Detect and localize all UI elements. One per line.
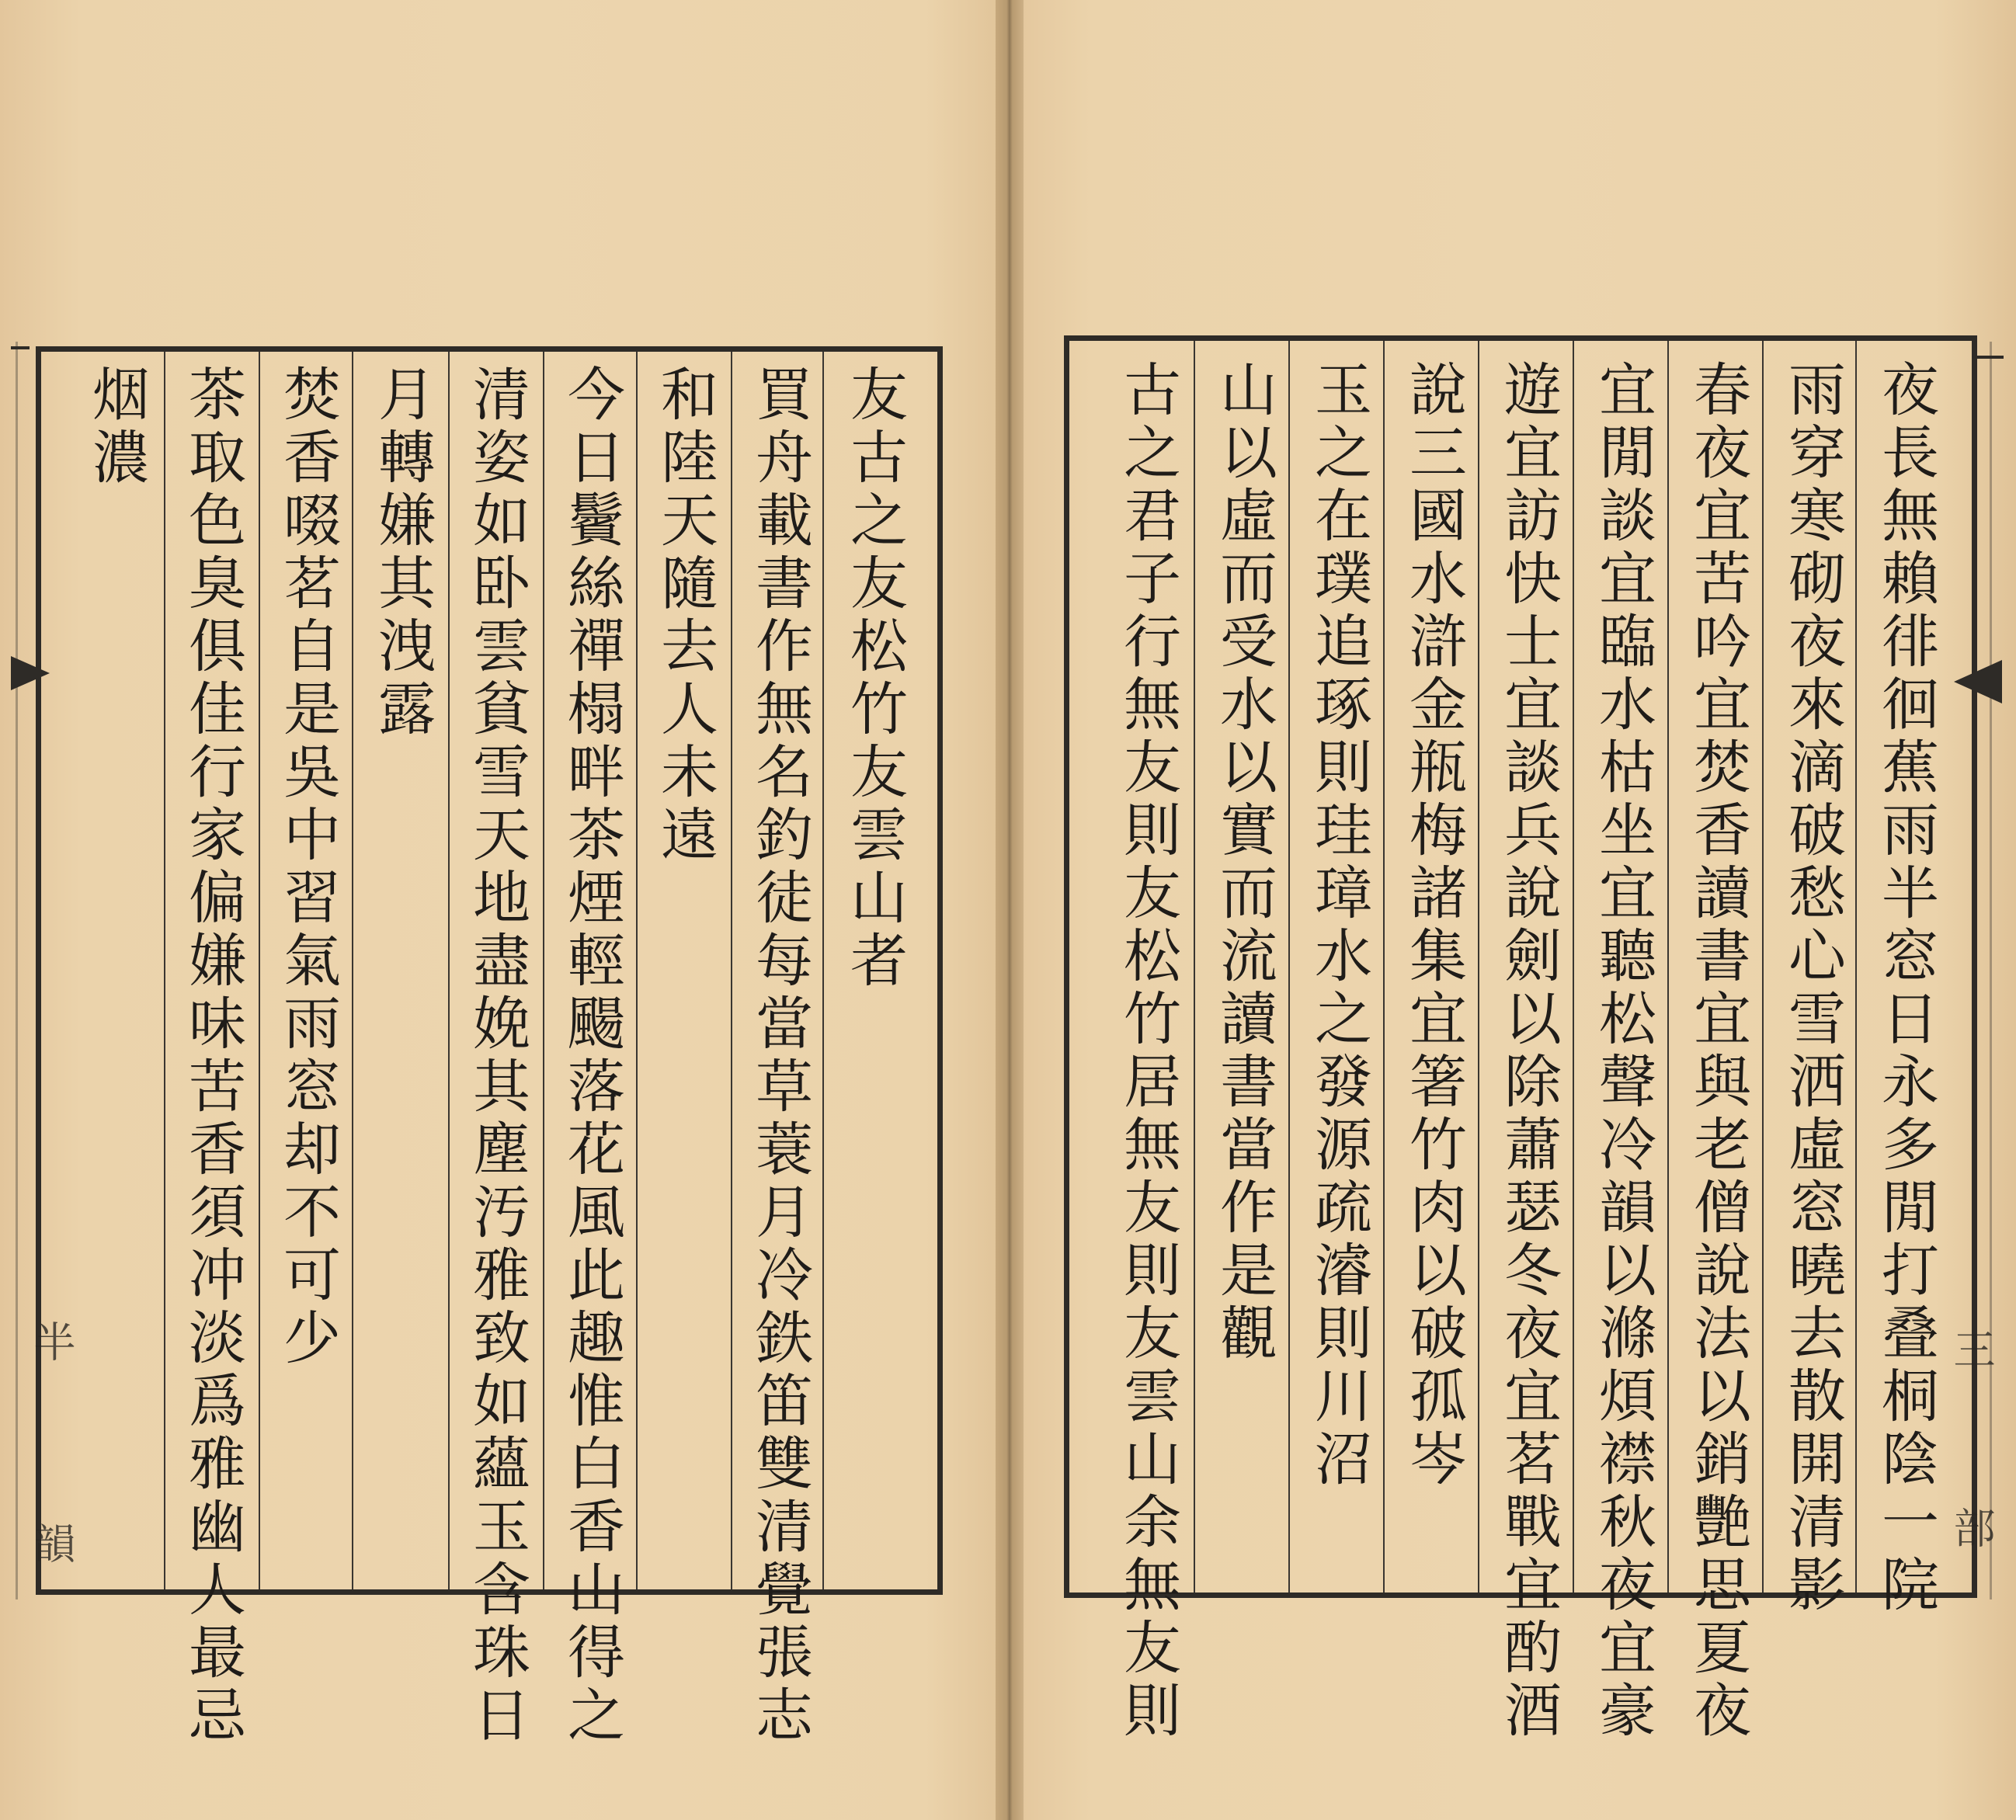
column-divider bbox=[164, 352, 165, 1589]
right-column-8: 山以虛而受水以實而流讀書當作是觀 bbox=[1211, 359, 1277, 1366]
column-divider bbox=[822, 352, 824, 1589]
column-divider bbox=[1288, 341, 1290, 1592]
left-column-5: 清姿如卧雲貧雪天地盡娩其塵汚雅致如蘊玉含珠日 bbox=[464, 364, 530, 1748]
right-edge-top-mark bbox=[1973, 356, 2004, 359]
left-column-1: 友古之友松竹友雲山者 bbox=[841, 364, 908, 993]
left-column-4: 今日鬢絲禪榻畔茶煙輕颺落花風此趣惟白香山得之 bbox=[558, 364, 625, 1748]
left-column-6: 月轉嫌其洩露 bbox=[369, 364, 436, 742]
left-column-8: 茶取色臭俱佳行家偏嫌味苦香須冲淡爲雅幽人最忌 bbox=[179, 364, 246, 1748]
left-edge-top-mark bbox=[11, 346, 30, 349]
right-page-frame bbox=[1064, 335, 1977, 1743]
column-divider bbox=[1667, 341, 1669, 1592]
column-divider bbox=[259, 352, 260, 1589]
left-outer-margin-line bbox=[16, 342, 18, 1599]
right-margin-glyph-1: 三 bbox=[1947, 1328, 1996, 1370]
right-column-9: 古之君子行無友則友松竹居無友則友雲山余無友則 bbox=[1114, 359, 1181, 1743]
left-margin-glyph-2: 韻 bbox=[27, 1522, 76, 1564]
column-divider bbox=[636, 352, 638, 1589]
column-divider bbox=[1383, 341, 1385, 1592]
left-column-9: 烟濃 bbox=[83, 364, 150, 490]
column-divider bbox=[731, 352, 732, 1589]
left-column-7: 焚香啜茗自是吳中習氣雨窓却不可少 bbox=[274, 364, 341, 1370]
left-column-3: 和陸天隨去人未遠 bbox=[652, 364, 718, 867]
right-margin-glyph-2: 部 bbox=[1947, 1506, 1996, 1548]
right-column-1: 夜長無賴徘徊蕉雨半窓日永多閒打叠桐陰一院 bbox=[1872, 359, 1939, 1617]
left-column-2: 買舟載書作無名釣徒每當草蓑月冷鉄笛雙清覺張志 bbox=[746, 364, 813, 1748]
right-column-2: 雨穿寒砌夜來滴破愁心雪洒虛窓曉去散開清影 bbox=[1779, 359, 1846, 1617]
right-outer-margin-line bbox=[1990, 342, 1992, 1599]
right-column-6: 說三國水滸金瓶梅諸集宜箸竹肉以破孤岑 bbox=[1400, 359, 1467, 1492]
column-divider bbox=[1573, 341, 1574, 1592]
column-divider bbox=[1194, 341, 1195, 1592]
right-column-3: 春夜宜苦吟宜焚香讀書宜與老僧說法以銷艷思夏夜 bbox=[1684, 359, 1751, 1743]
column-divider bbox=[1478, 341, 1479, 1592]
left-margin-glyph-1: 半 bbox=[27, 1320, 76, 1362]
book-gutter bbox=[996, 0, 1024, 1820]
right-column-4: 宜閒談宜臨水枯坐宜聽松聲冷韻以滌煩襟秋夜宜豪 bbox=[1590, 359, 1656, 1743]
column-divider bbox=[543, 352, 544, 1589]
right-column-5: 遊宜訪快士宜談兵說劍以除蕭瑟冬夜宜茗戰宜酌酒 bbox=[1495, 359, 1562, 1743]
column-divider bbox=[1762, 341, 1764, 1592]
right-column-7: 玉之在璞追琢則珪璋水之發源疏濬則川沼 bbox=[1305, 359, 1372, 1492]
column-divider bbox=[1855, 341, 1857, 1592]
column-divider bbox=[352, 352, 353, 1589]
column-divider bbox=[448, 352, 450, 1589]
left-page-frame bbox=[36, 346, 943, 1748]
